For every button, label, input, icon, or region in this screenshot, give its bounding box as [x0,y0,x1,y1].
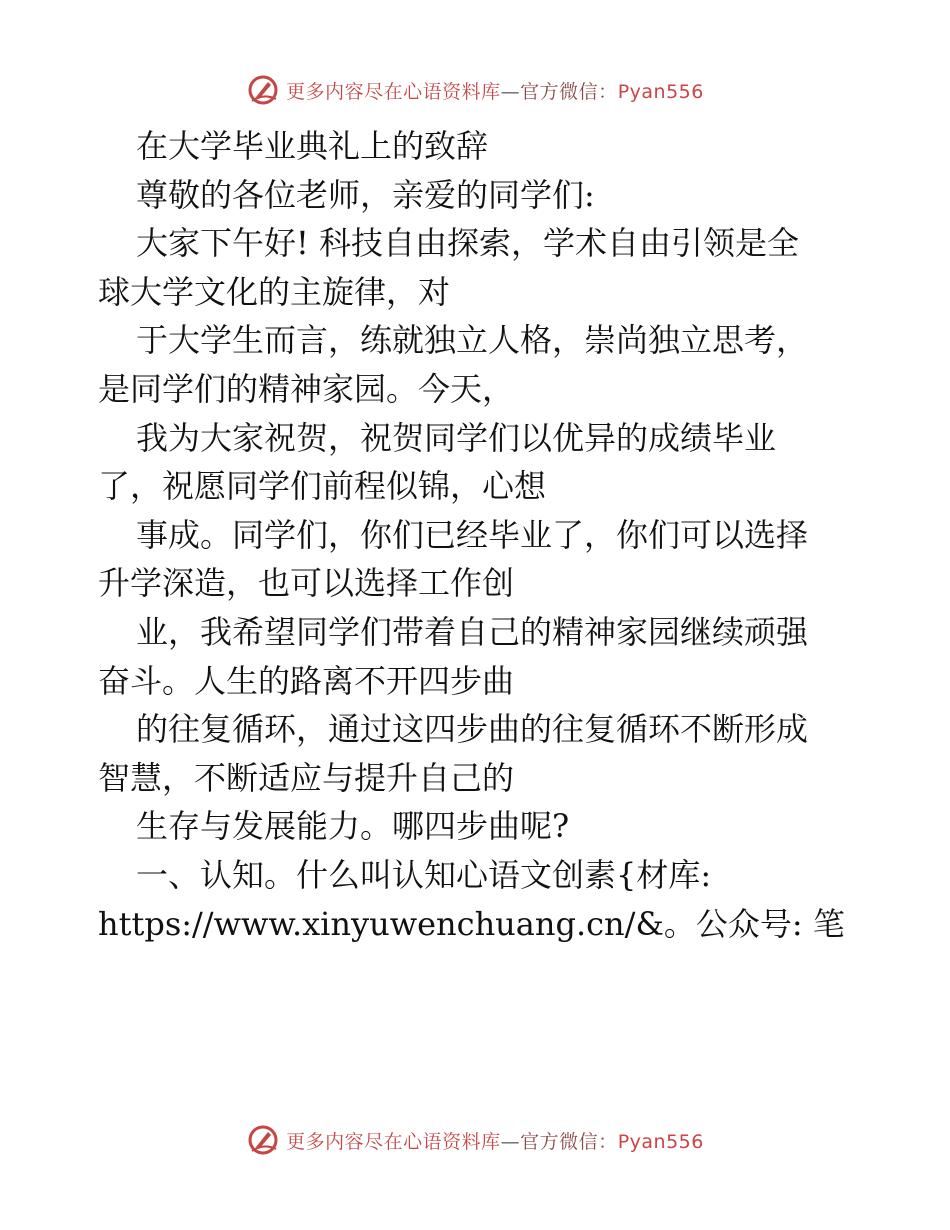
text-line: 升学深造，也可以选择工作创 [98,564,515,603]
document-title: 在大学毕业典礼上的致辞 [136,127,489,165]
watermark-main-text: 更多内容尽在心语资料库 [286,1130,501,1153]
watermark-wechat-id: Pyan556 [617,80,704,103]
text-line: 于大学生而言，练就独立人格，崇尚独立思考， [136,321,809,360]
footer-watermark [0,1120,950,1160]
text-line: 奋斗。人生的路离不开四步曲 [98,661,515,700]
watermark-dash: — [500,80,521,103]
text-line: https://www.xinyuwenchuang.cn/&。公众号: 笔 [98,904,845,943]
logo-icon [246,73,280,107]
watermark-dash: — [500,1130,521,1153]
watermark-wechat-id: Pyan556 [617,1130,704,1153]
text-line: 事成。同学们，你们已经毕业了，你们可以选择 [136,515,809,554]
text-line: 业，我希望同学们带着自己的精神家园继续顽强 [136,612,809,651]
document-body [98,122,854,948]
logo-icon [246,1123,280,1157]
text-line: 尊敬的各位老师，亲爱的同学们: [136,175,595,214]
text-line: 大家下午好! 科技自由探索，学术自由引领是全 [136,224,800,263]
text-line: 一、认知。什么叫认知心语文创素{材库: [136,855,712,894]
watermark-wechat-label: 官方微信： [520,80,618,103]
header-watermark [0,70,950,110]
text-line: 球大学文化的主旋律，对 [98,272,451,311]
watermark-wechat-label: 官方微信： [520,1130,618,1153]
text-line: 是同学们的精神家园。今天， [98,369,515,408]
watermark-main-text: 更多内容尽在心语资料库 [286,80,501,103]
text-line: 了，祝愿同学们前程似锦，心想 [98,467,547,506]
text-line: 生存与发展能力。哪四步曲呢? [136,807,570,846]
text-line: 我为大家祝贺，祝贺同学们以优异的成绩毕业 [136,418,777,457]
text-line: 的往复循环，通过这四步曲的往复循环不断形成 [136,710,809,749]
text-line: 智慧，不断适应与提升自己的 [98,758,515,797]
